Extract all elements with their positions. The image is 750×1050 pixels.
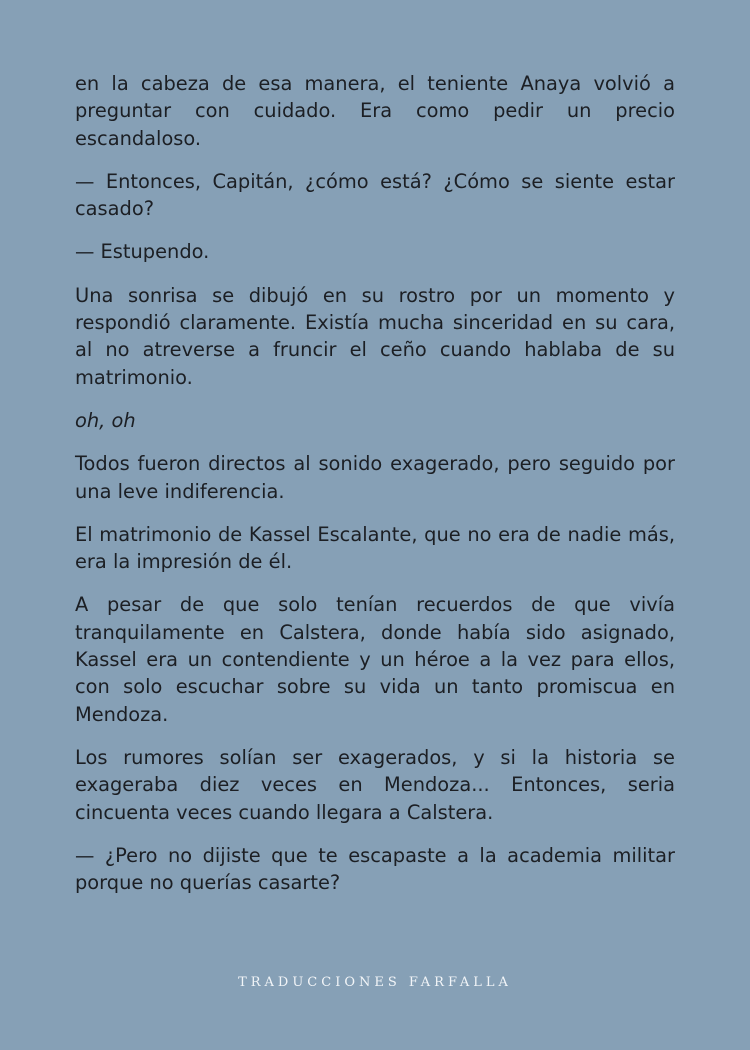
paragraph-8: A pesar de que solo tenían recuerdos de que vivía tranquilamente en Calstera, donde había sido asignado, Kassel era un contendiente y un héroe a la vez para ellos, con solo escuchar sobre su vida un tanto promiscua en Mendoza. bbox=[75, 593, 675, 726]
footer-credit: TRADUCCIONES FARFALLA bbox=[238, 975, 512, 990]
page-body bbox=[75, 70, 675, 912]
paragraph-2: — Entonces, Capitán, ¿cómo está? ¿Cómo se siente estar casado? bbox=[75, 169, 675, 221]
paragraph-3: — Estupendo. bbox=[75, 240, 210, 264]
paragraph-9: Los rumores solían ser exagerados, y si la historia se exageraba diez veces en Mendoza... Entonces, seria cincuenta veces cuando llegara a Calstera. bbox=[75, 745, 675, 824]
paragraph-6: Todos fueron directos al sonido exagerado, pero seguido por una leve indiferencia. bbox=[75, 452, 675, 503]
paragraph-1: en la cabeza de esa manera, el teniente Anaya volvió a preguntar con cuidado. Era como pedir un precio escandaloso. bbox=[75, 72, 675, 150]
paragraph-4: Una sonrisa se dibujó en su rostro por un momento y respondió claramente. Existía mucha sinceridad en su cara, al no atreverse a fruncir el ceño cuando hablaba de su matrimonio. bbox=[75, 283, 675, 389]
paragraph-5: oh, oh bbox=[75, 408, 136, 432]
paragraph-10: — ¿Pero no dijiste que te escapaste a la academia militar porque no querías casarte? bbox=[75, 843, 675, 895]
paragraph-7: El matrimonio de Kassel Escalante, que no era de nadie más, era la impresión de él. bbox=[75, 522, 675, 574]
